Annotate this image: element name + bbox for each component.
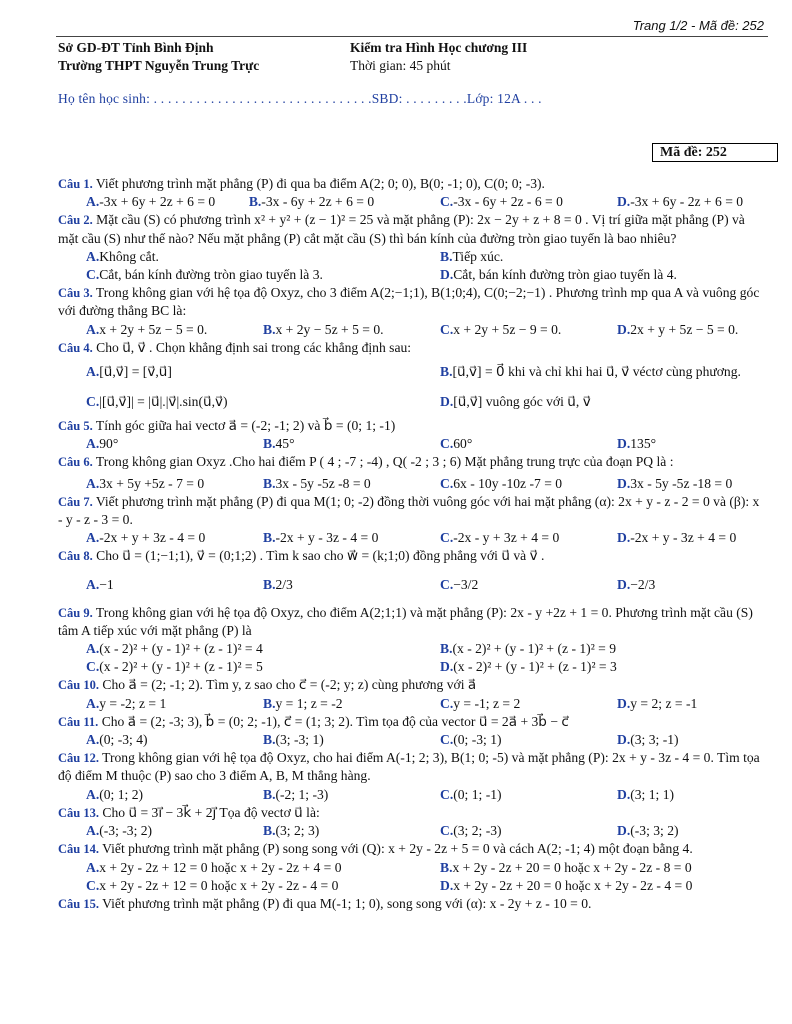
- option-c: C.(x - 2)² + (y - 1)² + (z - 1)² = 5: [86, 659, 263, 675]
- question: [58, 749, 766, 785]
- option-a: A.(x - 2)² + (y - 1)² + (z - 1)² = 4: [86, 641, 263, 657]
- question-number: Câu 6.: [58, 455, 93, 470]
- option-b: B.45°: [263, 436, 295, 452]
- option-c: C.y = -1; z = 2: [440, 695, 521, 711]
- question-number: Câu 14.: [58, 842, 99, 857]
- exam-time: Thời gian: 45 phút: [350, 58, 451, 73]
- option-a: A.Không cắt.: [86, 248, 159, 264]
- question-number: Câu 15.: [58, 896, 99, 911]
- options: [58, 822, 766, 840]
- question-number: Câu 12.: [58, 751, 99, 766]
- option-c: C.-3x - 6y + 2z - 6 = 0: [439, 194, 563, 210]
- option-c: C.|[u⃗,v⃗]| = |u⃗|.|v⃗|.sin(u⃗,v⃗): [86, 394, 228, 410]
- option-b: B.(3; -3; 1): [263, 732, 324, 748]
- option-c: C.60°: [440, 436, 473, 452]
- option-a: A.-2x + y + 3z - 4 = 0: [86, 530, 206, 546]
- option-c: C.(3; 2; -3): [440, 823, 502, 839]
- question-number: Câu 11.: [58, 714, 99, 729]
- question-text: Cho a⃗ = (2; -3; 3), b⃗ = (0; 2; -1), c⃗ = (1; 3; 2). Tìm tọa độ của vector u⃗ = 2a⃗ + 3b⃗ − c⃗: [98, 713, 569, 729]
- option-d: D.(3; 1; 1): [617, 786, 675, 802]
- question-number: Câu 1.: [58, 177, 93, 191]
- options: [58, 321, 766, 339]
- question-number: Câu 7.: [58, 494, 93, 509]
- option-b: B.x + 2y - 2z + 20 = 0 hoặc x + 2y - 2z - 8 = 0: [440, 859, 692, 875]
- question: [58, 604, 766, 640]
- option-c: C.6x - 10y -10z -7 = 0: [440, 475, 563, 491]
- question-number: Câu 13.: [58, 805, 99, 820]
- question-text: Cho u⃗ = (1;−1;1), v⃗ = (0;1;2) . Tìm k sao cho w⃗ = (k;1;0) đồng phẳng với u⃗ và v⃗ .: [92, 548, 545, 564]
- option-d: D.−2/3: [617, 576, 656, 592]
- question-text: Trong không gian với hệ tọa độ Oxyz, cho điểm A(2;1;1) và mặt phẳng (P): 2x - y +2z + 1 = 0. Phương trình mặt cầu (S) tâm A tiếp xúc với mặt phẳng (P) là: [58, 604, 753, 638]
- option-a: A.90°: [86, 436, 119, 452]
- question: [58, 175, 766, 193]
- organization-block: [58, 39, 259, 75]
- page-info: Trang 1/2 - Mã đề: 252: [632, 18, 764, 33]
- question-number: Câu 2.: [58, 213, 93, 228]
- option-a: A.3x + 5y +5z - 7 = 0: [86, 475, 205, 491]
- option-d: D.(-3; 3; 2): [617, 823, 679, 839]
- option-d: D.-3x + 6y - 2z + 6 = 0: [616, 194, 744, 210]
- options: [58, 248, 766, 284]
- exam-info-block: [350, 39, 527, 75]
- option-c: C.(0; -3; 1): [440, 732, 502, 748]
- question-text: Viết phương trình mặt phẳng (P) đi qua M(-1; 1; 0), song song với (α): x - 2y + z - 10 = 0.: [98, 895, 592, 911]
- header-divider: [56, 36, 768, 37]
- question-number: Câu 8.: [58, 549, 93, 564]
- options: [58, 357, 766, 417]
- option-b: B.y = 1; z = -2: [263, 695, 343, 711]
- option-d: D.y = 2; z = -1: [617, 695, 698, 711]
- question-text: Trong không gian với hệ tọa độ Oxyz, cho hai điểm A(-1; 2; 3), B(1; 0; -5) và mặt phẳng (P): 2x + y - 3z - 4 = 0. Tìm tọa độ điểm M thuộc (P) sao cho 3 điểm A, B, M thẳng hàng.: [58, 750, 760, 784]
- option-b: B.3x - 5y -5z -8 = 0: [263, 475, 371, 491]
- options: [58, 435, 766, 453]
- option-a: A.-3x + 6y + 2z + 6 = 0: [86, 194, 216, 210]
- option-b: B.(x - 2)² + (y - 1)² + (z - 1)² = 9: [440, 641, 617, 657]
- question: [58, 713, 766, 731]
- question-text: Viết phương trình mặt phẳng (P) song song với (Q): x + 2y - 2z + 5 = 0 và cách A(2; -1; 4) một đoạn bằng 4.: [98, 841, 693, 857]
- options: [58, 193, 766, 211]
- option-b: B.[u⃗,v⃗] = 0⃗ khi và chỉ khi hai u⃗, v⃗ véctơ cùng phương.: [440, 364, 741, 380]
- school-name: Trường THPT Nguyễn Trung Trực: [58, 58, 260, 73]
- option-d: D.2x + y + 5z − 5 = 0.: [617, 321, 739, 337]
- option-b: B.x + 2y − 5z + 5 = 0.: [263, 321, 384, 337]
- options: [58, 529, 766, 547]
- option-a: A.x + 2y - 2z + 12 = 0 hoặc x + 2y - 2z + 4 = 0: [86, 859, 342, 875]
- option-a: A.[u⃗,v⃗] = [v⃗,u⃗]: [86, 364, 172, 380]
- option-a: A.x + 2y + 5z − 5 = 0.: [86, 321, 208, 337]
- question-number: Câu 4.: [58, 340, 93, 355]
- options: [58, 731, 766, 749]
- options: [58, 786, 766, 804]
- option-c: C.−3/2: [440, 576, 479, 592]
- question: [58, 493, 766, 529]
- question-text: Viết phương trình mặt phẳng (P) đi qua ba điểm A(2; 0; 0), B(0; -1; 0), C(0; 0; -3).: [92, 176, 545, 191]
- option-a: A.(-3; -3; 2): [86, 823, 153, 839]
- question-number: Câu 9.: [58, 605, 93, 620]
- exam-code-box: Mã đề: 252: [652, 143, 778, 162]
- option-b: B.-3x - 6y + 2z + 6 = 0: [248, 194, 375, 210]
- question-text: Mặt cầu (S) có phương trình x² + y² + (z − 1)² = 25 và mặt phẳng (P): 2x − 2y + z + 8 = 0 . Vị trí giữa mặt phẳng (P) và mặt cầu (S) như thế nào? Nếu mặt phẳng (P) cắt mặt cầu (S) thì bán kính của đường tròn giao tuyến là bao nhiêu?: [58, 212, 745, 246]
- question: [58, 840, 766, 858]
- department-name: Sở GD-ĐT Tỉnh Bình Định: [58, 40, 214, 55]
- option-b: B.(3; 2; 3): [263, 823, 320, 839]
- student-info-line: Họ tên học sinh: . . . . . . . . . . . . . . . . . . . . . . . . . . . . . . .SBD: . . . . . . . . .Lớp: 12A . . .: [58, 91, 542, 106]
- option-c: C.x + 2y - 2z + 12 = 0 hoặc x + 2y - 2z - 4 = 0: [86, 877, 339, 893]
- option-d: D.-2x + y - 3z + 4 = 0: [617, 530, 737, 546]
- options: [58, 475, 766, 493]
- options: [58, 695, 766, 713]
- question-text: Viết phương trình mặt phẳng (P) đi qua M(1; 0; -2) đồng thời vuông góc với hai mặt phẳng (α): 2x + y - z - 2 = 0 và (β): x - y - z - 3 = 0.: [58, 493, 760, 528]
- question: [58, 211, 766, 247]
- question-text: Trong không gian Oxyz .Cho hai điểm P ( 4 ; -7 ; -4) , Q( -2 ; 3 ; 6) Mặt phẳng trung trực của đoạn PQ là :: [92, 454, 674, 470]
- option-a: A.(0; -3; 4): [86, 732, 148, 748]
- option-c: C.-2x - y + 3z + 4 = 0: [440, 530, 560, 546]
- question-list: [58, 175, 766, 913]
- question: [58, 895, 766, 913]
- option-d: D.135°: [617, 436, 657, 452]
- question: [58, 804, 766, 822]
- question-text: Cho u⃗, v⃗ . Chọn khẳng định sai trong các khẳng định sau:: [92, 339, 412, 355]
- option-b: B.(-2; 1; -3): [263, 786, 329, 802]
- question-text: Cho a⃗ = (2; -1; 2). Tìm y, z sao cho c⃗ = (-2; y; z) cùng phương với a⃗: [98, 677, 477, 693]
- option-d: D.3x - 5y -5z -18 = 0: [617, 475, 733, 491]
- question-number: Câu 3.: [58, 286, 93, 301]
- option-b: B.2/3: [263, 576, 293, 592]
- option-c: C.(0; 1; -1): [440, 786, 502, 802]
- option-a: A.−1: [86, 576, 114, 592]
- question: [58, 417, 766, 435]
- option-b: B.-2x + y - 3z - 4 = 0: [263, 530, 379, 546]
- options: [58, 859, 766, 895]
- option-d: D.Cắt, bán kính đường tròn giao tuyến là 4.: [440, 267, 677, 283]
- option-b: B.Tiếp xúc.: [440, 248, 504, 264]
- question-number: Câu 5.: [58, 419, 93, 434]
- option-c: C.x + 2y + 5z − 9 = 0.: [440, 321, 562, 337]
- option-a: A.y = -2; z = 1: [86, 695, 167, 711]
- option-d: D.(x - 2)² + (y - 1)² + (z - 1)² = 3: [440, 659, 617, 675]
- question-number: Câu 10.: [58, 678, 99, 693]
- option-d: D.x + 2y - 2z + 20 = 0 hoặc x + 2y - 2z - 4 = 0: [440, 877, 693, 893]
- question: [58, 547, 766, 565]
- options: [58, 640, 766, 676]
- question-text: Trong không gian với hệ tọa độ Oxyz, cho 3 điểm A(2;−1;1), B(1;0;4), C(0;−2;−1) . Phương trình mp qua A và vuông góc với đường thẳng BC là:: [58, 285, 760, 319]
- option-a: A.(0; 1; 2): [86, 786, 144, 802]
- question: [58, 284, 766, 320]
- question: [58, 339, 766, 357]
- exam-title: Kiểm tra Hình Học chương III: [350, 40, 528, 55]
- question-text: Tính góc giữa hai vectơ a⃗ = (-2; -1; 2) và b⃗ = (0; 1; -1): [92, 418, 396, 434]
- options: [58, 570, 766, 600]
- question: [58, 453, 766, 471]
- question: [58, 676, 766, 694]
- question-text: Cho u⃗ = 3i⃗ − 3k⃗ + 2j⃗ Tọa độ vectơ u⃗ là:: [98, 804, 320, 820]
- option-d: D.[u⃗,v⃗] vuông góc với u⃗, v⃗: [440, 394, 591, 410]
- option-c: C.Cắt, bán kính đường tròn giao tuyến là 3.: [86, 267, 323, 283]
- option-d: D.(3; 3; -1): [617, 732, 679, 748]
